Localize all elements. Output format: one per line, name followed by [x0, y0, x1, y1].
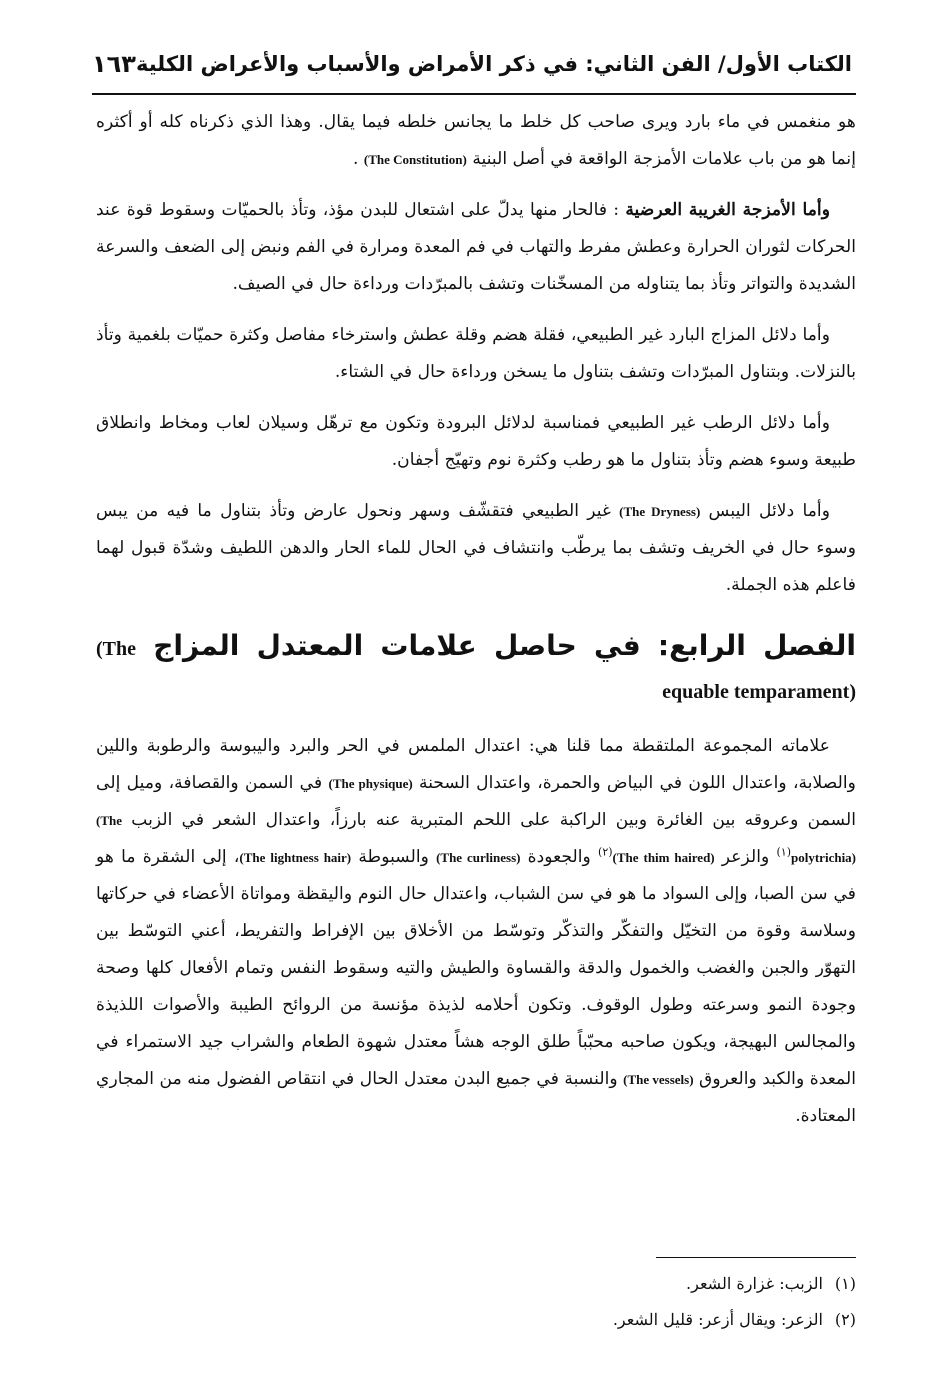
page-number: ١٦٣	[92, 50, 136, 78]
p6-text-1: علاماته المجموعة الملتقطة مما قلنا هي: اعتدال الملمس في الحر والبرد واليبوسة والرطوبة واللين والصلابة، واعتدال اللون في البياض والحمرة، واعتدال السحنة	[96, 736, 856, 793]
p6-text-4: والجعودة	[527, 847, 591, 867]
footnote-2	[400, 1302, 856, 1338]
paragraph-1	[96, 104, 856, 178]
p6-text-5: والسبوطة	[358, 847, 429, 867]
footnote-1-mark: (١)	[834, 1274, 856, 1293]
paragraph-1-end: .	[352, 149, 359, 169]
footnote-rule	[656, 1257, 856, 1258]
paragraph-4-text: وأما دلائل الرطب غير الطبيعي فمناسبة لدلائل البرودة وتكون مع ترهّل وسيلان لعاب ومخاط وانطلاق طبيعة وسوء هضم وتأذ بتناول ما هو رطب وكثرة نوم وتهيّج أجفان.	[96, 413, 856, 470]
main-text	[96, 104, 856, 1149]
p6-text-6: ، إلى الشقرة ما هو في سن الصبا، وإلى السواد ما هو في سن الشباب، واعتدال حال النوم واليقظة ومواتاة الأعضاء في حركاتها وسلاسة وقوة من التخيّل والتفكّر والتذكّر وتوسّط من الأخلاق بين الإفراط والتفريط، أعني التوسّط بين التهوّر والجبن والغضب والخمول والدقة والقساوة والطيش والتيه وسقوط النفس وتمام الأفعال كلها وصحة وجودة النمو وسرعته وطول الوقوف. وتكون أحلامه لذيذة مؤنسة من الروائح الطيبة والأصوات اللذيذة والمجالس البهيجة، ويكون صاحبه محبّباً طلق الوجه هشاً معتدل شهوة الطعام والشراب جيد الاستمراء في المعدة والكبد والعروق	[96, 847, 856, 1089]
section-heading	[96, 626, 856, 712]
footnotes	[400, 1266, 856, 1338]
paragraph-6	[96, 728, 856, 1135]
latin-term-constitution: (The Constitution)	[363, 152, 467, 167]
paragraph-2-lead: وأما الأمزجة الغريبة العرضية	[625, 200, 830, 220]
paragraph-2-text: : فالحار منها يدلّ على اشتعال للبدن مؤذ، وتأذ بالحميّات وسقوط قوة عند الحركات لثوران الحرارة وعطش مفرط والتهاب في فم المعدة ومرارة في الفم ونبض إلى الضعف والسرعة الشديدة والتواتر وتأذ بما يتناوله من المسخّنات وتشف بالمبرّدات ورداءة حال في الصيف.	[96, 200, 856, 294]
latin-term-vessels: (The vessels)	[623, 1072, 694, 1087]
paragraph-5-text: غير الطبيعي فتقشّف وسهر ونحول عارض وتأذ بتناول ما فيه من يبس وسوء حال في الخريف وتشف بما يرطّب وانتشاف في الحال للماء الحار والدهن اللطيف وشدّة قبول لهما فاعلم هذه الجملة.	[96, 501, 856, 595]
footnote-ref-1[interactable]: (١)	[776, 845, 792, 859]
paragraph-5-start: وأما دلائل اليبس	[708, 501, 830, 521]
latin-term-curliness: (The curliness)	[436, 850, 521, 865]
footnote-2-text: الزعر: ويقال أزعر: قليل الشعر.	[612, 1310, 823, 1329]
latin-term-dryness: (The Dryness)	[619, 504, 701, 519]
latin-term-thim-haired: (The thim haired)	[612, 850, 715, 865]
footnote-2-mark: (٢)	[834, 1310, 856, 1329]
section-heading-arabic: الفصل الرابع: في حاصل علامات المعتدل المزاج	[153, 629, 856, 662]
latin-term-lightness-hair: (The lightness hair)	[239, 850, 352, 865]
running-head	[92, 40, 852, 88]
footnote-1-text: الزبب: غزارة الشعر.	[686, 1274, 823, 1293]
paragraph-1-text: هو منغمس في ماء بارد ويرى صاحب كل خلط ما يجانس خلطه فيما يقال. وهذا الذي ذكرناه كله أو أكثره إنما هو من باب علامات الأمزجة الواقعة في أصل البنية	[96, 112, 856, 169]
paragraph-2	[96, 192, 856, 303]
footnote-1	[400, 1266, 856, 1302]
footnote-ref-2[interactable]: (٢)	[598, 845, 613, 859]
p6-text-7: والنسبة في جميع البدن معتدل الحال في انتقاص الفضول منه من المجاري المعتادة.	[96, 1069, 856, 1126]
p6-text-2: في السمن والقصافة، وميل إلى السمن وعروقه بين الغائرة وبين الراكبة على اللحم المتبرية عنه بارزاً، واعتدال الشعر في الزبب	[96, 773, 856, 830]
latin-term-polytrichia: (The polytrichia)	[96, 813, 857, 865]
section-heading-latin: (The equable temparament)	[96, 638, 856, 703]
paragraph-3-text: وأما دلائل المزاج البارد غير الطبيعي، فقلة هضم وقلة عطش واسترخاء مفاصل وكثرة حميّات بلغمية وتأذ بالنزلات. وبتناول المبرّدات وتشف بتناول ما يسخن ورداءة حال في الشتاء.	[96, 325, 856, 382]
paragraph-4	[96, 405, 856, 479]
paragraph-5	[96, 493, 856, 604]
latin-term-physique: (The physique)	[328, 776, 413, 791]
header-rule	[92, 93, 856, 95]
running-head-title: الكتاب الأول/ الفن الثاني: في ذكر الأمراض والأسباب والأعراض الكلية	[135, 52, 852, 76]
p6-text-3: والزعر	[721, 847, 770, 867]
paragraph-3	[96, 317, 856, 391]
